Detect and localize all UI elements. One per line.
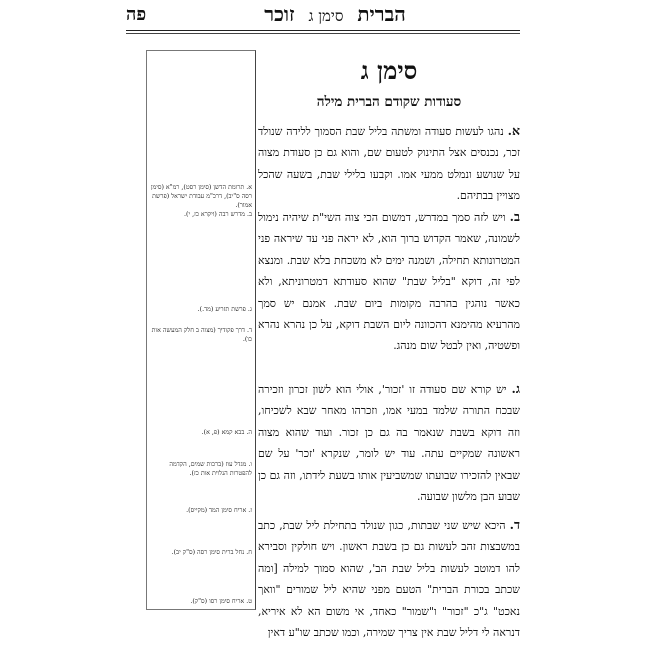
paragraph-d — [258, 514, 520, 643]
sidenote: ט. אריח סימן רסו (ס"ק). — [190, 598, 252, 605]
section-title: סעודות שקודם הברית מילה — [316, 94, 462, 110]
paragraph-text: היכא שיש שני שבתות, כגון שנולד בתחילת ליל שבת, כתב במשבצות זהב לעשות גם כן בשבת ראשון. ויש חולקין וסבירא להו דמוטב לעשות בליל שבת הב', שהוא סמוך למילה [ומה שכתב בכורת הברית" הטעם מפני שהיא ליל שמורים "וואך נאכט" ג"כ "זכור" ו"שמור" כאחד, אי משום הא לא איריא, דנראה לי דליל שבת אין צריך שמירה, וכמו שכתב שו"ע דאין — [258, 519, 520, 640]
sidenote: ג. פרשת תזריע (מד.). — [197, 306, 252, 313]
paragraph-text: ויש לזה סמך במדרש, דמשום הכי צוה השי"ת שיהיה נימול לשמונה, שאמר הקדוש ברוך הוא, לא יראה פני עד שיראה פני המטרונותא תחילה, ושמנה ימים לא משכחת בלא שבת. ומנצא לפי זה, דוקא "בליל שבת" שהוא סעודתא דמטרוניתא, ולא כאשר נוהגין בהרבה מקומות ביום שבת. אמנם יש סמך מהרעיא מהימנא דהכוונה ליום השבת דוקא, על כן נהרא נהרא ופשטיה, ואין לבטל שום מנהג. — [258, 211, 520, 353]
running-header — [250, 2, 420, 27]
sidenote: ה. בבא קמא (פ, א). — [201, 429, 252, 436]
sidenote: א. תרומת הדשן (סימן רסט), רמ"א (סימן רסה ס"יב), דרכ"מ עבודת ישראל (פרשת אמור). — [150, 184, 252, 209]
siman-title: סימן ג — [360, 56, 418, 85]
sidenote: ד. דרך פקודיך (מצוה ב חלק המעשה אות כו). — [151, 327, 252, 343]
sidenote: ח. נחל ברית סימן רסה (ס"ק יב). — [171, 549, 252, 556]
paragraph-letter: ג. — [511, 381, 520, 396]
page-number: פה — [126, 4, 147, 25]
header-title-left: זוכר — [264, 2, 295, 26]
header-rule — [126, 30, 520, 31]
paragraph-b — [258, 206, 520, 357]
paragraph-text: נהגו לעשות סעודה ומשתה בליל שבת הסמוך ללידה שנולד זכר, נכנסים אצל התינוק לטעום שם, והוא גם כן סעודת מצוה על שנושע ונמלט ממעי אמו. וקבעו בלילי שבת, בשעה שהכל מצויין בבתיהם. — [258, 125, 520, 203]
header-title-mid: סימן ג — [308, 7, 344, 25]
paragraph-letter: ב. — [509, 209, 520, 224]
header-title-right: הברית — [357, 2, 406, 26]
paragraph-text: יש קורא שם סעודה זו 'זכור', אולי הוא לשון זכרון וזכירה שבכח התורה שלמד במעי אמו, וזכרהו מאחר שבא לשכיחו, וזה דוקא בשבת שנאמר בה גם כן זכור. ועוד שהוא מצוה ראשונה שמקיים עתה. עוד יש לומר, שנקרא 'זכר' על שם שבאין להזכירו שבועתו שמשביעין אותו בשעת לידתו, וזה גם כן שבוע הבן מלשון שבועה. — [258, 383, 520, 504]
paragraph-a — [258, 120, 520, 207]
paragraph-c — [258, 378, 520, 507]
sidenote: ז. אריח סימן המד (מקייס). — [186, 507, 252, 514]
paragraph-letter: א. — [507, 123, 520, 138]
sidenote: ב. מדרש רבה (ויקרא כז, י). — [183, 211, 252, 218]
sidenote: ו. מגדל עוז (ברכות שמים, הקדמה להפטרות הנלוית אות כז). — [169, 461, 252, 477]
paragraph-letter: ד. — [509, 517, 520, 532]
header-rule-thin — [126, 33, 520, 34]
